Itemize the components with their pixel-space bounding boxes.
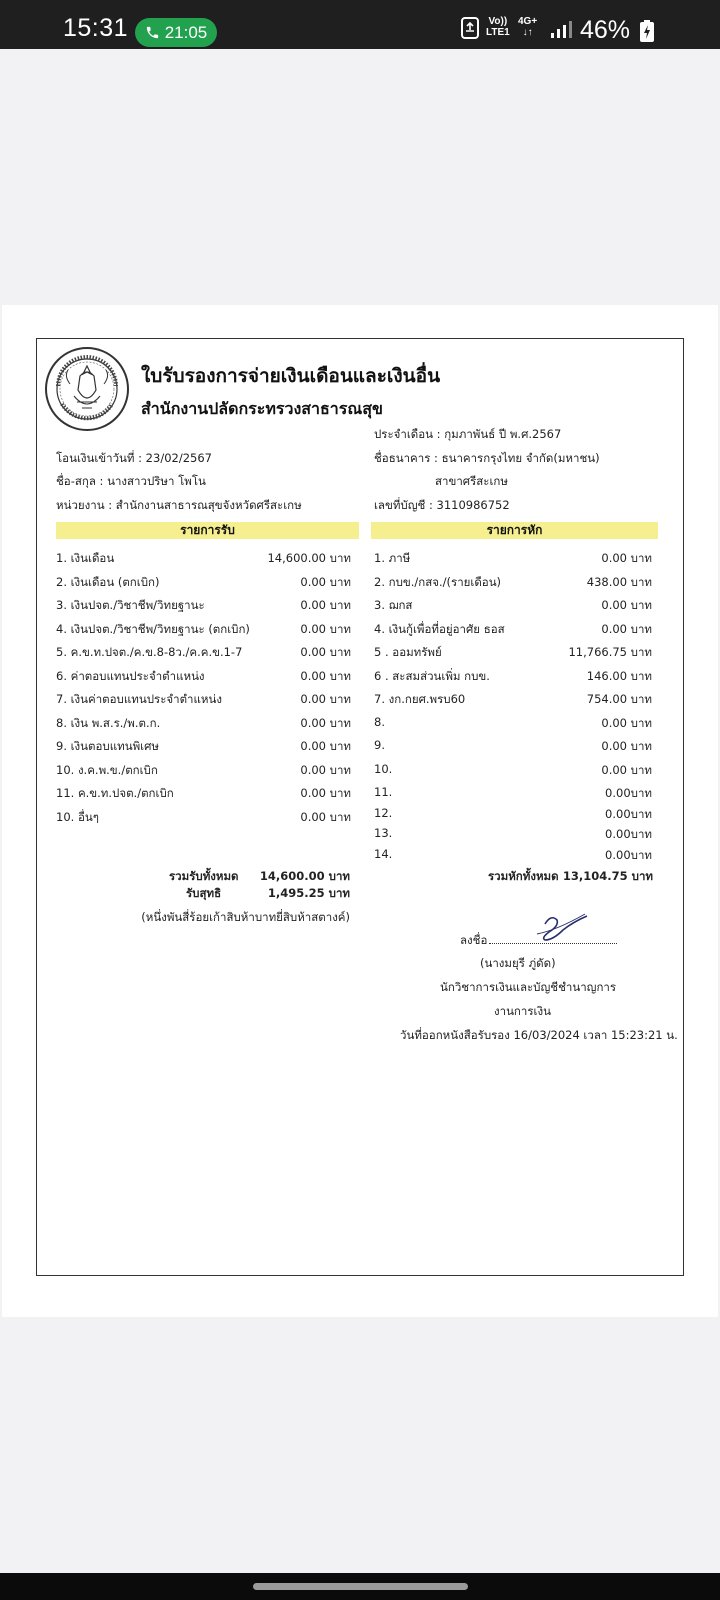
deduction-amount: 0.00 บาท [601, 715, 652, 730]
income-amount: 0.00 บาท [300, 809, 351, 824]
deduction-row [374, 644, 652, 664]
income-label: 10. อื่นๆ [56, 809, 99, 824]
deduction-row [374, 806, 652, 826]
battery-charging-icon [640, 20, 654, 42]
deduction-amount: 0.00บาท [605, 806, 652, 821]
deduction-label: 9. [374, 738, 385, 752]
income-header: รายการรับ [56, 522, 359, 539]
deduction-amount: 0.00บาท [605, 847, 652, 862]
status-icons [460, 14, 720, 44]
deduction-row [374, 762, 652, 782]
income-label: 3. เงินปจต./วิชาชีพ/วิทยฐานะ [56, 598, 205, 612]
income-row [56, 762, 351, 782]
deduction-label: 7. งก.กยศ.พรบ60 [374, 692, 466, 706]
income-row [56, 550, 351, 570]
employee-name: ชื่อ-สกุล : นางสาวปริษา โพโน [56, 474, 206, 488]
deduction-row [374, 691, 652, 711]
deduction-row [374, 668, 652, 688]
income-label: 9. เงินตอบแทนพิเศษ [56, 739, 159, 753]
income-row [56, 738, 351, 758]
deduction-amount: 0.00บาท [605, 827, 652, 841]
bank-name: ชื่อธนาคาร : ธนาคารกรุงไทย จำกัด(มหาชน) [374, 451, 600, 465]
income-amount: 0.00 บาท [300, 715, 351, 730]
income-amount: 0.00 บาท [300, 574, 351, 589]
deduction-label: 13. [374, 826, 393, 840]
deduction-amount: 0.00 บาท [601, 551, 652, 565]
network-4g-icon: 4G+ ↓↑ [518, 16, 538, 38]
home-gesture-handle[interactable] [253, 1583, 468, 1590]
income-amount: 0.00 บาท [300, 692, 351, 706]
deduction-label: 3. ฌกส [374, 598, 413, 612]
income-label: 11. ค.ข.ท.ปจต./ตกเบิก [56, 786, 174, 800]
income-label: 7. เงินค่าตอบแทนประจำตำแหน่ง [56, 692, 222, 706]
deduction-label: 6 . สะสมส่วนเพิ่ม กบข. [374, 668, 490, 683]
deduction-label: 12. [374, 805, 393, 820]
income-label: 6. ค่าตอบแทนประจำตำแหน่ง [56, 668, 205, 683]
status-time: 15:31 [63, 14, 129, 42]
deduction-row [374, 715, 652, 735]
income-row [56, 668, 351, 688]
income-label: 5. ค.ข.ท.ปจต./ค.ข.8-8ว./ค.ค.ข.1-7 [56, 645, 243, 659]
handwritten-signature [527, 912, 589, 942]
document-title: ใบรับรองการจ่ายเงินเดือนและเงินอื่น [141, 365, 441, 387]
income-label: 4. เงินปจต./วิชาชีพ/วิทยฐานะ (ตกเบิก) [56, 621, 250, 636]
transfer-date: โอนเงินเข้าวันที่ : 23/02/2567 [56, 451, 212, 465]
income-amount: 0.00 บาท [300, 621, 351, 636]
deduction-row [374, 597, 652, 617]
deduction-row [374, 847, 652, 867]
ministry-seal-logo [44, 346, 130, 432]
navigation-bar [0, 1573, 720, 1600]
issue-datetime: วันที่ออกหนังสือรับรอง 16/03/2024 เวลา 15:23:21 น. [400, 1028, 678, 1042]
certificate-frame [36, 338, 684, 1276]
income-row [56, 597, 351, 617]
signal-icon [550, 20, 572, 38]
income-row [56, 621, 351, 641]
bank-branch: สาขาศรีสะเกษ [435, 474, 508, 488]
call-duration: 21:05 [164, 22, 208, 42]
sign-label: ลงชื่อ [460, 933, 488, 947]
income-amount: 14,600.00 บาท [267, 551, 351, 565]
income-row [56, 785, 351, 805]
income-amount: 0.00 บาท [300, 645, 351, 659]
deduction-row [374, 826, 652, 846]
deduction-amount: 0.00 บาท [601, 762, 652, 777]
income-amount: 0.00 บาท [300, 786, 351, 800]
deduction-label: 11. [374, 785, 393, 799]
deduction-row [374, 550, 652, 570]
income-row [56, 715, 351, 735]
deduction-label: 5 . ออมทรัพย์ [374, 645, 442, 659]
deduction-amount: 754.00 บาท [586, 692, 652, 706]
deduction-row [374, 738, 652, 758]
deduction-amount: 0.00 บาท [601, 598, 652, 612]
total-deduction-value: 13,104.75 บาท [562, 869, 653, 883]
recycle-icon [460, 17, 480, 39]
income-amount: 0.00 บาท [300, 598, 351, 612]
deduction-amount: 146.00 บาท [586, 668, 652, 683]
document-page [2, 305, 718, 1317]
battery-percent: 46% [580, 16, 631, 44]
deduction-header: รายการหัก [371, 522, 658, 539]
income-label: 2. เงินเดือน (ตกเบิก) [56, 574, 160, 589]
deduction-amount: 0.00บาท [605, 786, 652, 800]
status-bar [0, 0, 720, 49]
phone-icon [145, 25, 160, 40]
ongoing-call-chip[interactable] [135, 18, 217, 47]
deduction-row [374, 621, 652, 641]
deduction-label: 10. [374, 761, 393, 776]
total-deduction-label: รวมหักทั้งหมด [488, 869, 559, 883]
signer-department: งานการเงิน [494, 1004, 551, 1018]
signer-name: (นางมยุรี ภู่ดัด) [480, 956, 556, 970]
account-number: เลขที่บัญชี : 3110986752 [374, 498, 510, 512]
volte-icon: Vo)) LTE1 [486, 16, 510, 38]
income-label: 1. เงินเดือน [56, 551, 115, 565]
income-label: 8. เงิน พ.ส.ร./พ.ต.ก. [56, 715, 161, 730]
agency: หน่วยงาน : สำนักงานสาธารณสุขจังหวัดศรีสะเกษ [56, 498, 302, 512]
signature-line [489, 943, 617, 944]
deduction-amount: 11,766.75 บาท [568, 645, 652, 659]
income-row [56, 691, 351, 711]
deduction-amount: 0.00 บาท [601, 621, 652, 636]
income-amount: 0.00 บาท [300, 762, 351, 777]
income-amount: 0.00 บาท [300, 668, 351, 683]
net-pay-value: 1,495.25 บาท [267, 886, 350, 900]
deduction-label: 8. [374, 714, 385, 729]
income-row [56, 809, 351, 829]
net-pay-label: รับสุทธิ [186, 886, 222, 900]
deduction-row [374, 785, 652, 805]
deduction-label: 1. ภาษี [374, 551, 411, 565]
total-income-value: 14,600.00 บาท [259, 869, 350, 883]
income-amount: 0.00 บาท [300, 739, 351, 753]
signer-position: นักวิชาการเงินและบัญชีชำนาญการ [440, 980, 617, 994]
net-pay-words: (หนึ่งพันสี่ร้อยเก้าสิบห้าบาทยี่สิบห้าสตางค์) [141, 910, 350, 924]
deduction-label: 14. [374, 846, 393, 861]
total-income-label: รวมรับทั้งหมด [169, 869, 239, 883]
deduction-amount: 0.00 บาท [601, 739, 652, 753]
income-row [56, 574, 351, 594]
document-subtitle: สำนักงานปลัดกระทรวงสาธารณสุข [141, 399, 383, 418]
deduction-label: 4. เงินกู้เพื่อที่อยู่อาศัย ธอส [374, 621, 505, 636]
deduction-row [374, 574, 652, 594]
pay-month: ประจำเดือน : กุมภาพันธ์ ปี พ.ศ.2567 [374, 427, 562, 441]
income-row [56, 644, 351, 664]
income-label: 10. ง.ค.พ.ข./ตกเบิก [56, 762, 158, 777]
deduction-amount: 438.00 บาท [586, 574, 652, 589]
deduction-label: 2. กบข./กสจ./(รายเดือน) [374, 574, 502, 589]
